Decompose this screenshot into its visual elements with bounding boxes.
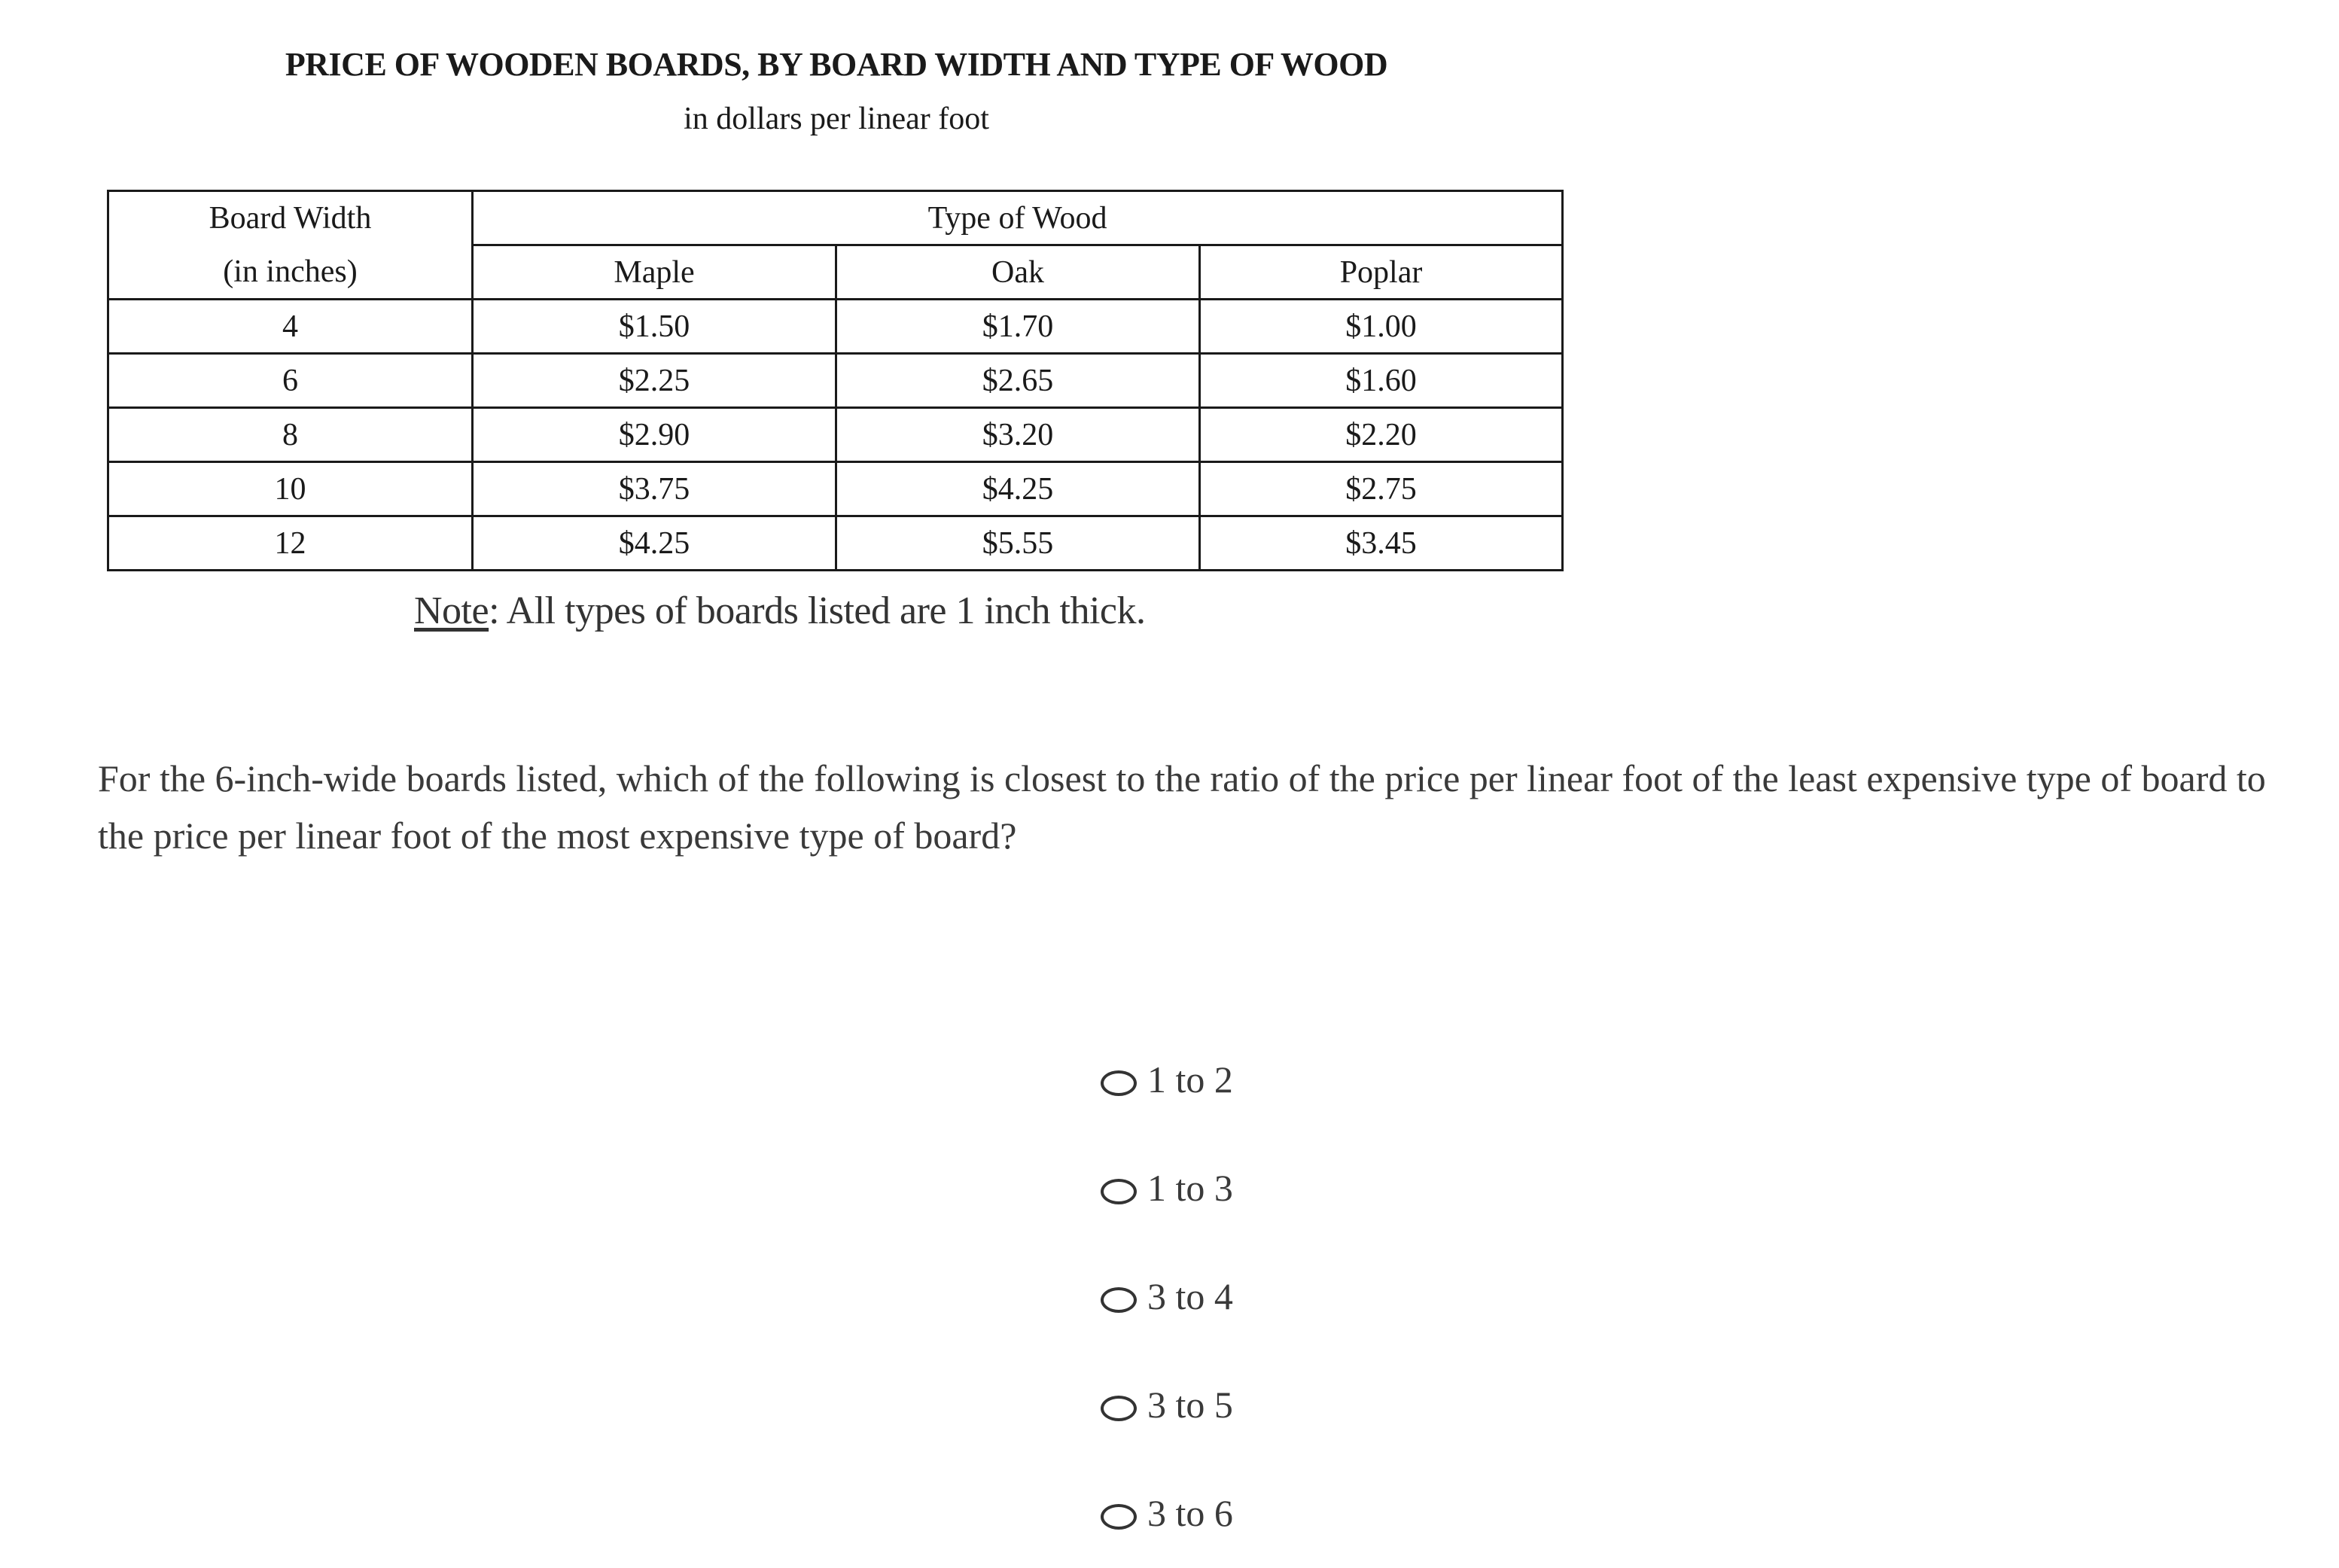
radio-button[interactable]: [1101, 1287, 1137, 1313]
answer-choice[interactable]: [1101, 1378, 1402, 1432]
radio-button[interactable]: [1101, 1179, 1137, 1204]
answer-choice[interactable]: [1101, 1486, 1402, 1540]
board-width-header: Board Width: [108, 191, 473, 245]
board-width-cell: 6: [108, 354, 473, 408]
question-text: For the 6-inch-wide boards listed, which of the following is closest to the ratio of the price per linear foot of the least expensive type of board to the price per linear foot of the most expensive type of board?: [98, 757, 2266, 857]
oak-price-cell: $1.70: [836, 300, 1200, 354]
header-row-2: [108, 245, 1563, 300]
maple-header: Maple: [473, 245, 836, 300]
note-label: Note: [414, 589, 489, 632]
radio-button[interactable]: [1101, 1396, 1137, 1421]
oak-price-cell: $3.20: [836, 408, 1200, 462]
table-row: [108, 462, 1563, 516]
radio-button[interactable]: [1101, 1504, 1137, 1530]
header-row-1: [108, 191, 1563, 245]
table-title: PRICE OF WOODEN BOARDS, BY BOARD WIDTH AND TYPE OF WOOD: [285, 46, 1388, 83]
note-text: : All types of boards listed are 1 inch thick.: [489, 589, 1146, 632]
maple-price-cell: $3.75: [473, 462, 836, 516]
table-row: [108, 408, 1563, 462]
answer-choice[interactable]: [1101, 1052, 1402, 1107]
answer-choices: [1101, 1052, 1402, 1568]
poplar-price-cell: $1.00: [1200, 300, 1563, 354]
board-width-cell: 10: [108, 462, 473, 516]
poplar-price-cell: $3.45: [1200, 516, 1563, 571]
answer-choice[interactable]: [1101, 1269, 1402, 1323]
poplar-price-cell: $1.60: [1200, 354, 1563, 408]
oak-price-cell: $2.65: [836, 354, 1200, 408]
oak-price-cell: $4.25: [836, 462, 1200, 516]
poplar-header: Poplar: [1200, 245, 1563, 300]
price-table: [107, 190, 1564, 571]
oak-header: Oak: [836, 245, 1200, 300]
maple-price-cell: $2.90: [473, 408, 836, 462]
type-of-wood-header: Type of Wood: [473, 191, 1563, 245]
choice-label: 3 to 5: [1147, 1384, 1233, 1426]
table-note: [414, 589, 1145, 633]
table-subtitle: in dollars per linear foot: [684, 102, 989, 136]
table-row: [108, 354, 1563, 408]
oak-price-cell: $5.55: [836, 516, 1200, 571]
maple-price-cell: $1.50: [473, 300, 836, 354]
table-row: [108, 300, 1563, 354]
poplar-price-cell: $2.75: [1200, 462, 1563, 516]
choice-label: 3 to 6: [1147, 1492, 1233, 1534]
radio-button[interactable]: [1101, 1070, 1137, 1096]
choice-label: 1 to 3: [1147, 1167, 1233, 1209]
choice-label: 3 to 4: [1147, 1275, 1233, 1317]
answer-choice[interactable]: [1101, 1161, 1402, 1215]
maple-price-cell: $4.25: [473, 516, 836, 571]
choice-label: 1 to 2: [1147, 1058, 1233, 1101]
board-width-unit-header: (in inches): [108, 245, 473, 300]
maple-price-cell: $2.25: [473, 354, 836, 408]
board-width-cell: 8: [108, 408, 473, 462]
board-width-cell: 4: [108, 300, 473, 354]
board-width-cell: 12: [108, 516, 473, 571]
table-row: [108, 516, 1563, 571]
poplar-price-cell: $2.20: [1200, 408, 1563, 462]
